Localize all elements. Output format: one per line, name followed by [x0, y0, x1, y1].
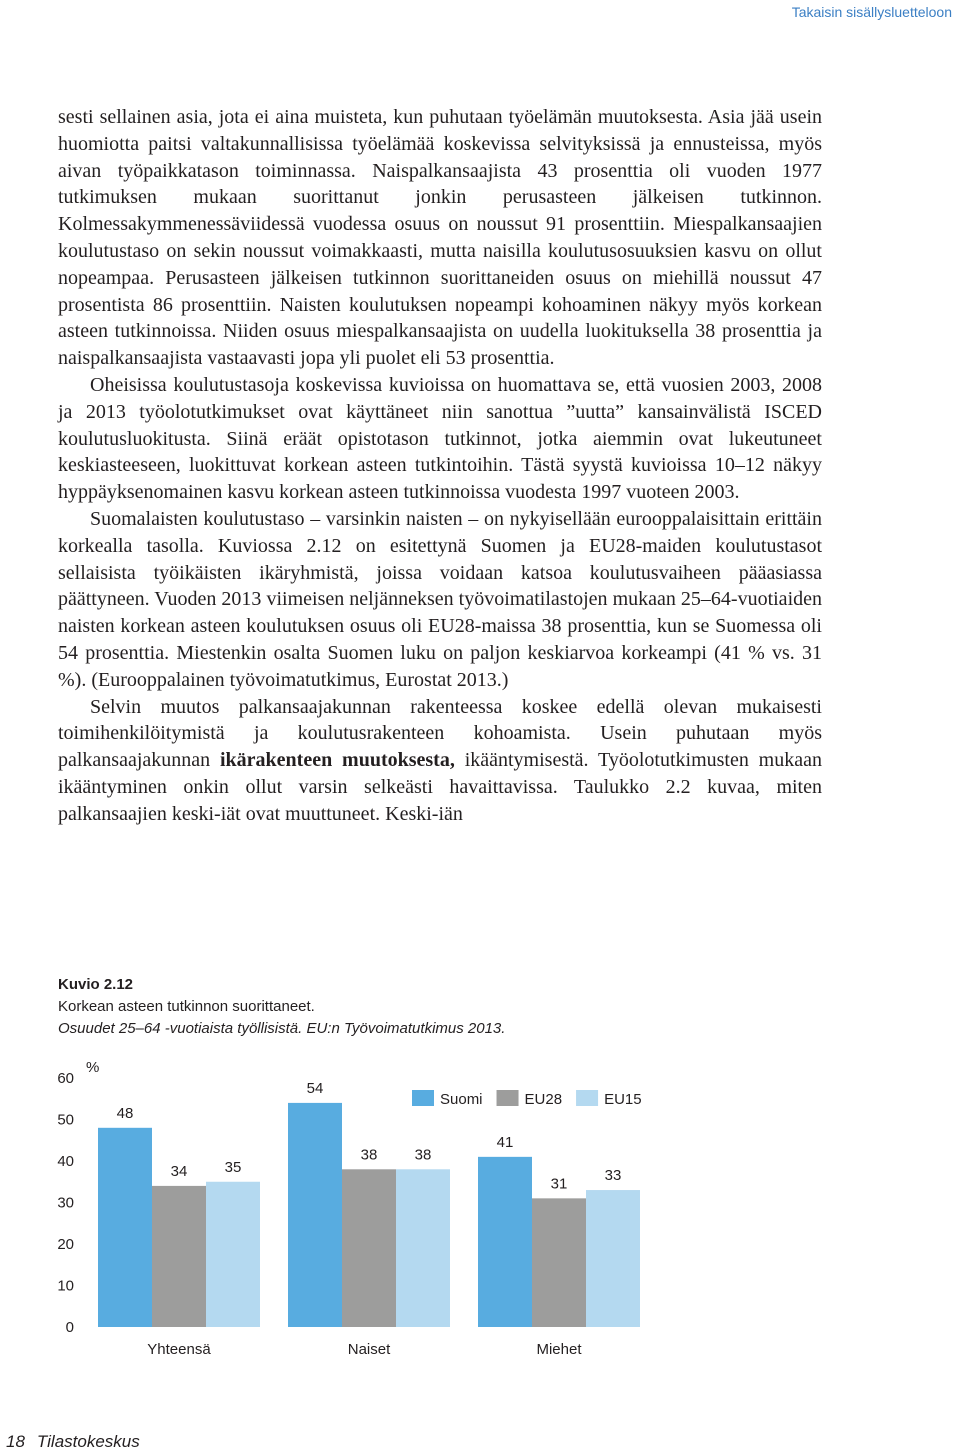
bar-eu15	[586, 1190, 640, 1327]
paragraph-1: sesti sellainen asia, jota ei aina muisteta, kun puhutaan työelämän muutoksesta. Asia jää usein huomiotta paitsi valtakunnallisissa työelämää koskevissa selvityksissä ja ennusteissa, myös aivan työpaikkatason toiminnassa. Naispalkansaajista 43 prosenttia oli vuoden 1977 tutkimuksen mukaan suorittanut jonkin perusasteen jälkeisen tutkinnon. Kolmessakymmenessäviidessä vuodessa osuus on noussut 91 prosenttiin. Miespalkansaajien koulutustaso on sekin noussut voimakkaasti, mutta naisilla koulutusosuuksien kasvu on ollut nopeampaa. Perusasteen jälkeisen tutkinnon suorittaneiden osuus on miehillä noussut 47 prosentista 86 prosenttiin. Naisten koulutuksen nopeampi kohoaminen näkyy myös korkean asteen tutkinnoissa. Niiden osuus miespalkansaajista on uudella luokituksella 38 prosenttia ja naispalkansaajista vastaavasti jopa yli puolet eli 53 prosenttia.	[58, 106, 822, 370]
page-footer	[6, 1432, 140, 1452]
x-axis	[147, 1341, 582, 1358]
data-label: 33	[604, 1167, 622, 1185]
x-tick-label: Naiset	[347, 1341, 391, 1358]
bar-suomi	[478, 1157, 532, 1327]
paragraph-4-start: Selvin muutos palkansaajakunnan rakenteessa koskee edellä olevan mukaisesti toimihenkilöitymistä ja koulutusrakenteen kohoamista. Usein puhutaan myös palkansaajakunnan	[58, 695, 822, 772]
legend-swatch-eu28	[497, 1090, 519, 1106]
bar-chart	[0, 1040, 720, 1370]
y-axis	[57, 1059, 99, 1336]
body-text	[58, 104, 822, 828]
y-tick-label: 40	[57, 1153, 74, 1170]
y-tick-label: 30	[57, 1194, 74, 1212]
bar-eu28	[342, 1169, 396, 1327]
y-tick-label: 10	[57, 1277, 74, 1295]
data-label: 48	[116, 1104, 134, 1122]
data-label: 31	[550, 1175, 568, 1193]
data-label: 41	[496, 1133, 514, 1151]
figure-source: Osuudet 25–64 -vuotiaista työllisistä. EU:n Työvoimatutkimus 2013.	[58, 1020, 506, 1037]
y-tick-label: 20	[57, 1236, 74, 1253]
paragraph-4-emphasis: ikärakenteen muutoksesta,	[220, 749, 455, 772]
legend-swatch-eu15	[576, 1090, 598, 1106]
data-label: 34	[170, 1162, 188, 1180]
page-number: 18	[6, 1432, 25, 1451]
bar-suomi	[288, 1103, 342, 1327]
legend-label: EU28	[524, 1091, 563, 1108]
x-tick-label: Yhteensä	[147, 1341, 211, 1358]
paragraph-4	[58, 694, 822, 828]
bar-eu15	[206, 1182, 260, 1327]
data-label: 38	[414, 1146, 432, 1164]
data-label: 38	[360, 1146, 378, 1164]
y-tick-label: 50	[57, 1111, 74, 1129]
bars	[98, 1080, 640, 1327]
publication-name: Tilastokeskus	[36, 1432, 140, 1451]
figure-caption	[58, 974, 505, 1040]
back-to-contents-link[interactable]: Takaisin sisällysluetteloon	[791, 4, 952, 20]
paragraph-4-end: ikääntymisestä. Työolotutkimusten mukaan ikääntyminen onkin ollut varsin selkeästi havaittavissa. Taulukko 2.2 kuvaa, miten palkansaajien keski-iät ovat muuttuneet. Keski-iän	[58, 749, 822, 825]
y-tick-label: 60	[57, 1070, 74, 1087]
y-tick-label: 0	[65, 1319, 74, 1336]
paragraph-2: Oheisissa koulutustasoja koskevissa kuvioissa on huomattava se, että vuosien 2003, 2008 ja 2013 työolotutkimukset ovat käyttäneet niin sanottua ”uutta” kansainvälistä ISCED koulutusluokitusta. Siinä eräät opistotason tutkinnot, jotka aiemmin ovat lukeutuneet keskiasteeseen, luokittuvat korkean asteen tutkintoihin. Tästä syystä kuvioissa 10–12 näkyy hyppäyksenomainen kasvu korkean asteen tutkinnoissa vuodesta 1997 vuoteen 2003.	[58, 373, 822, 504]
legend-swatch-suomi	[412, 1090, 434, 1106]
bar-eu15	[396, 1169, 450, 1327]
x-tick-label: Miehet	[536, 1341, 582, 1358]
chart-legend	[412, 1090, 642, 1108]
bar-eu28	[152, 1186, 206, 1327]
paragraph-3: Suomalaisten koulutustaso – varsinkin naisten – on nykyisellään eurooppalaisittain erittäin korkealla tasolla. Kuviossa 2.12 on esitettynä Suomen ja EU28-maiden koulutustasot sellaisista työikäisten ikäryhmistä, joissa voidaan katsoa koulutusvaiheen pääasiassa päättyneen. Vuoden 2013 viimeisen neljänneksen työvoimatilastojen mukaan 25–64-vuotiaiden naisten korkean asteen koulutuksen osuus oli EU28-maissa 38 prosenttia, kun se Suomessa oli 54 prosenttia. Miestenkin osalta Suomen luku on paljon keskiarvoa korkeampi (41 % vs. 31 %). (Eurooppalainen työvoimatutkimus, Eurostat 2013.)	[58, 507, 822, 691]
figure-label: Kuvio 2.12	[58, 976, 134, 993]
bar-eu28	[532, 1198, 586, 1327]
legend-label: Suomi	[440, 1091, 483, 1108]
figure-title: Korkean asteen tutkinnon suorittaneet.	[58, 998, 315, 1015]
data-label: 35	[224, 1158, 242, 1176]
y-axis-unit: %	[86, 1059, 100, 1076]
legend-label: EU15	[604, 1091, 642, 1108]
data-label: 54	[306, 1079, 324, 1097]
bar-suomi	[98, 1128, 152, 1327]
